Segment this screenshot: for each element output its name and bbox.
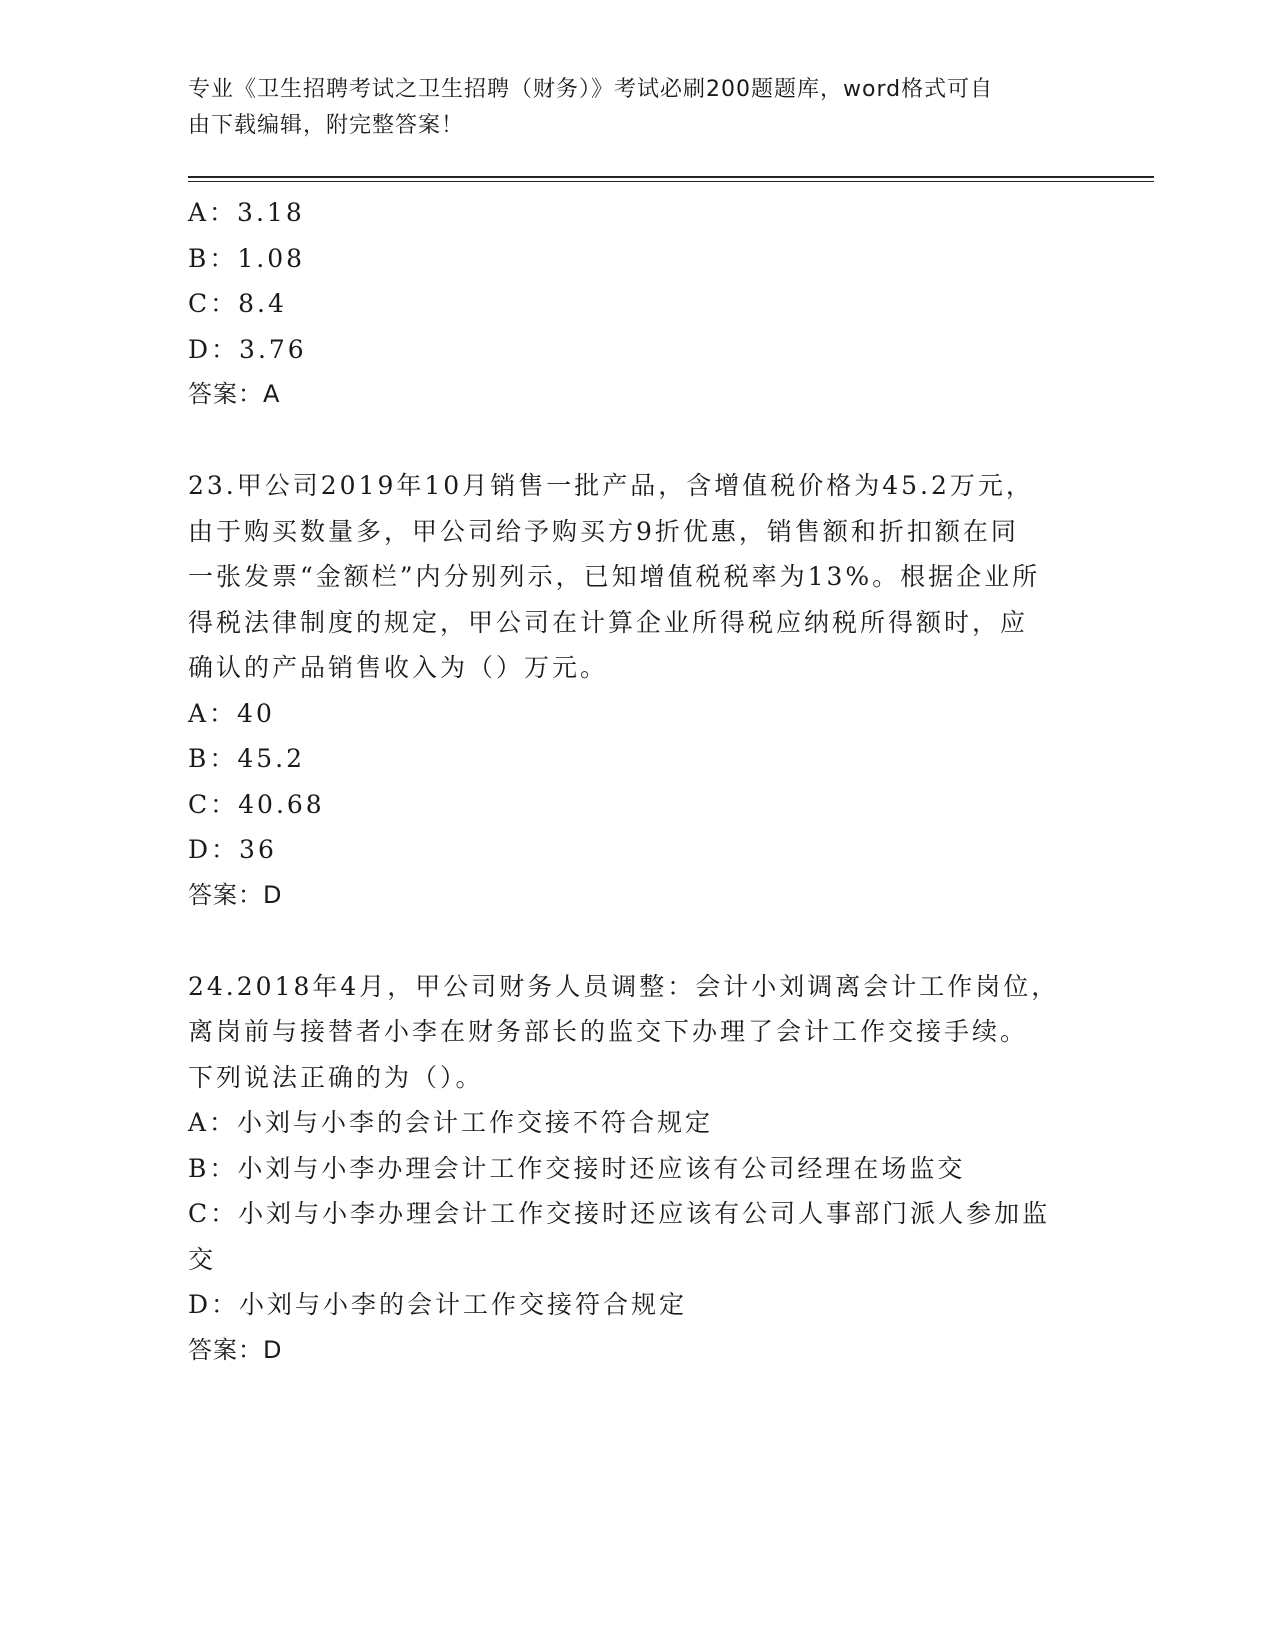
question-text-line: 得税法律制度的规定，甲公司在计算企业所得税应纳税所得额时，应	[188, 607, 1029, 637]
question-text-line: 离岗前与接替者小李在财务部长的监交下办理了会计工作交接手续。	[188, 1017, 1029, 1046]
document-header	[188, 72, 1088, 144]
option-d: D：小刘与小李的会计工作交接符合规定	[188, 1290, 688, 1319]
answer-line: 答案：D	[188, 1335, 283, 1364]
option-a: A：小刘与小李的会计工作交接不符合规定	[188, 1108, 714, 1137]
answer-line: 答案：D	[188, 880, 283, 909]
question-text-line: 23.甲公司2019年10月销售一批产品，含增值税价格为45.2万元，	[188, 471, 1034, 500]
option-c: C：小刘与小李办理会计工作交接时还应该有公司人事部门派人参加监	[188, 1199, 1051, 1228]
question-text-line: 24.2018年4月，甲公司财务人员调整：会计小刘调离会计工作岗位，	[188, 971, 1060, 1001]
question-text-line: 下列说法正确的为（）。	[188, 1062, 484, 1092]
question-text-line: 一张发票“金额栏”内分别列示，已知增值税税率为13%。根据企业所	[188, 562, 1041, 591]
question-23	[188, 463, 1088, 918]
option-a: A：3.18	[188, 198, 305, 227]
document-body	[188, 190, 1088, 1373]
spacer	[188, 418, 1088, 464]
option-d: D：36	[188, 835, 277, 864]
header-divider-thick	[188, 176, 1154, 178]
header-title-line-2: 由下载编辑，附完整答案！	[188, 113, 465, 138]
question-text-line: 由于购买数量多，甲公司给予购买方9折优惠，销售额和折扣额在同	[188, 516, 1019, 546]
header-divider-thin	[188, 181, 1154, 182]
question-text-line: 确认的产品销售收入为（）万元。	[188, 653, 609, 682]
option-c: C：8.4	[188, 289, 287, 318]
question-24	[188, 964, 1088, 1374]
spacer	[188, 918, 1088, 964]
answer-line: 答案：A	[188, 380, 281, 408]
option-c: C：40.68	[188, 789, 325, 819]
option-b: B：1.08	[188, 243, 306, 273]
option-b: B：小刘与小李办理会计工作交接时还应该有公司经理在场监交	[188, 1153, 966, 1183]
option-d: D：3.76	[188, 334, 307, 364]
header-title-line-1: 专业《卫生招聘考试之卫生招聘（财务）》考试必刷200题题库，word格式可自	[188, 77, 994, 102]
option-a: A：40	[188, 698, 275, 728]
option-b: B：45.2	[188, 744, 306, 773]
previous-question	[188, 190, 1088, 418]
option-c-continued: 交	[188, 1244, 217, 1274]
